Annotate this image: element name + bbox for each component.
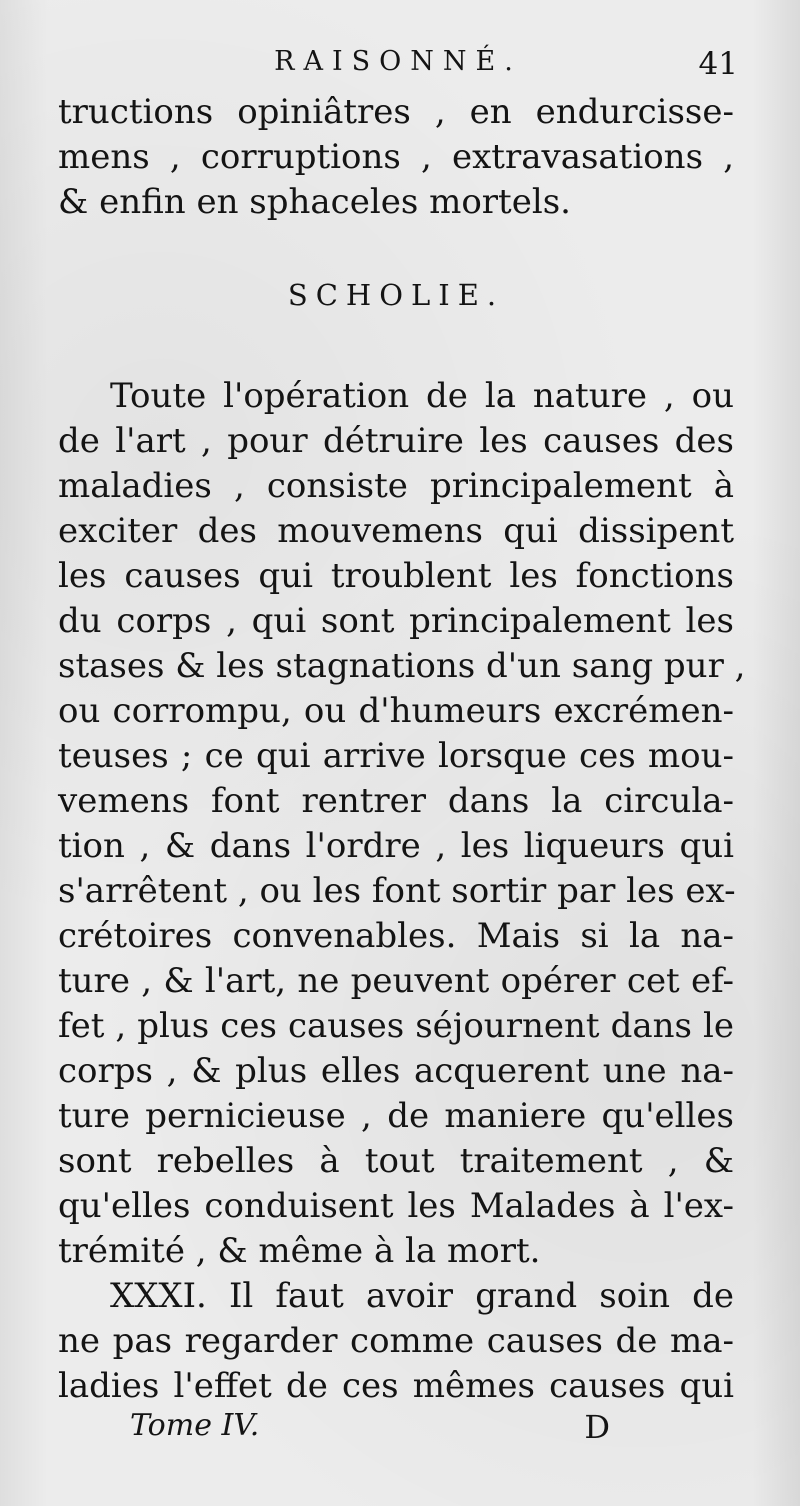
text-line: ture pernicieuse , de maniere qu'elles (58, 1096, 734, 1136)
text-line: de l'art , pour détruire les causes des (58, 421, 734, 461)
text-line: crétoires convenables. Mais si la na- (58, 916, 734, 956)
text-line: stases & les stagnations d'un sang pur , (58, 646, 746, 686)
text-line: vemens font rentrer dans la circula- (58, 781, 734, 821)
text-line: ne pas regarder comme causes de ma- (58, 1321, 734, 1361)
text-line: mens , corruptions , extravasations , (58, 137, 734, 177)
text-line: les causes qui troublent les fonctions (58, 556, 734, 596)
text-line: du corps , qui sont principalement les (58, 601, 734, 641)
text-line: teuses ; ce qui arrive lorsque ces mou- (58, 736, 734, 776)
text-line: & enfin en sphaceles mortels. (58, 182, 571, 222)
section-title: SCHOLIE. (287, 278, 505, 312)
page-number: 41 (698, 46, 738, 82)
text-line: tructions opiniâtres , en endurcisse- (58, 92, 734, 132)
text-line: ture , & l'art, ne peuvent opérer cet ef- (58, 961, 734, 1001)
page-footer (130, 1408, 610, 1454)
main-text (58, 90, 746, 1409)
tome-label: Tome IV. (130, 1408, 260, 1443)
text-line: ladies l'effet de ces mêmes causes qui (58, 1366, 734, 1406)
text-line: XXXI. Il faut avoir grand soin de (110, 1276, 734, 1316)
text-line: trémité , & même à la mort. (58, 1231, 541, 1271)
text-line: sont rebelles à tout traitement , & (58, 1141, 734, 1181)
signature-mark: D (584, 1408, 610, 1446)
text-line: qu'elles conduisent les Malades à l'ex- (58, 1186, 734, 1226)
text-line: ou corrompu, ou d'humeurs excrémen- (58, 691, 734, 731)
running-head: RAISONNÉ. (274, 46, 522, 77)
text-line: s'arrêtent , ou les font sortir par les ex- (58, 871, 736, 911)
text-line: tion , & dans l'ordre , les liqueurs qui (58, 826, 734, 866)
text-line: exciter des mouvemens qui dissipent (58, 511, 734, 551)
text-line: fet , plus ces causes séjournent dans le (58, 1006, 734, 1046)
text-line: Toute l'opération de la nature , ou (110, 376, 734, 416)
text-line: maladies , consiste principalement à (58, 466, 734, 506)
text-line: corps , & plus elles acquerent une na- (58, 1051, 734, 1091)
page-header (58, 46, 738, 90)
